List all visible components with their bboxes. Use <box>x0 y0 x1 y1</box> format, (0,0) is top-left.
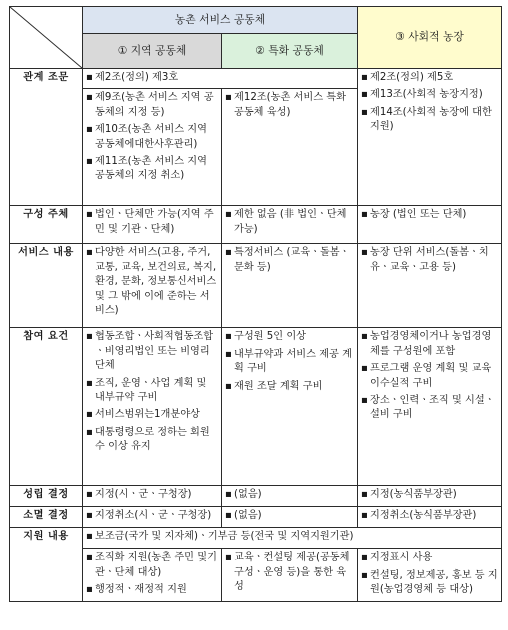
requirement-col1-item: 조직, 운영ㆍ사업 계획 및 내부규약 구비 <box>95 377 207 404</box>
requirement-col3-item: 프로그램 운영 계획 및 교육 이수실적 구비 <box>370 363 492 389</box>
bullet: ▪ <box>86 531 93 543</box>
law-col1-item: 제9조(농촌 서비스 지역 공동체의 지정 등) <box>95 92 214 118</box>
bullet: ▪ <box>361 247 368 259</box>
law-col1-item: 제11조(농촌 서비스 지역 공동체의 지정 취소) <box>95 156 207 182</box>
bullet: ▪ <box>86 510 93 522</box>
bullet: ▪ <box>361 363 368 375</box>
bullet: ▪ <box>361 569 368 581</box>
comparison-table <box>9 6 502 602</box>
requirement-col1-item: 서비스범위는1개분야상 <box>95 409 200 421</box>
bullet: ▪ <box>361 395 368 407</box>
subject-col2-item: 제한 없음 (非 법인ㆍ단체 가능) <box>234 209 347 235</box>
bullet: ▪ <box>86 489 93 501</box>
service-col3-cell <box>358 244 502 328</box>
diagonal-line <box>10 7 82 68</box>
bullet: ▪ <box>86 124 93 136</box>
designation-col1-item: 지정(시ㆍ군ㆍ구청장) <box>95 489 192 501</box>
requirement-col3-item: 장소ㆍ인력ㆍ조직 및 시설ㆍ설비 구비 <box>370 395 495 421</box>
service-col2-item: 특정서비스 (교육ㆍ돌봄ㆍ문화 등) <box>234 247 350 273</box>
requirement-col1-item: 대통령령으로 정하는 회원수 이상 유지 <box>95 426 210 453</box>
subject-col3-cell <box>358 206 502 244</box>
corner-cell <box>10 7 83 69</box>
support-col3-cell <box>358 549 502 601</box>
extinction-col1-item: 지정취소(시ㆍ군ㆍ구청장) <box>95 510 212 522</box>
requirement-col2-item: 재원 조달 계획 구비 <box>234 380 323 392</box>
bullet: ▪ <box>86 377 93 389</box>
subject-col1-item: 법인ㆍ단체만 가능(지역 주민 및 기관ㆍ단체) <box>95 209 214 235</box>
bullet: ▪ <box>225 380 232 392</box>
bullet: ▪ <box>225 489 232 501</box>
extinction-col2-item: (없음) <box>234 510 262 522</box>
subject-col2-cell <box>222 206 358 244</box>
support-col1-item: 조직화 지원(농촌 주민 및기관ㆍ단체 대상) <box>95 552 217 578</box>
row-label-law: 관계 조문 <box>10 69 83 206</box>
subject-col3-item: 농장 (법인 또는 단체) <box>370 209 467 221</box>
bullet: ▪ <box>225 331 232 343</box>
header-social-farm: ③ 사회적 농장 <box>358 7 502 69</box>
designation-col1-cell <box>83 486 222 507</box>
support-col2-item: 교육ㆍ컨설팅 제공(공동체 구성ㆍ운영 등)을 통한 육성 <box>234 552 350 593</box>
row-label-extinction: 소멸 결정 <box>10 507 83 528</box>
requirement-col3-cell <box>358 328 502 486</box>
subject-col1-cell <box>83 206 222 244</box>
law-col3-item: 제14조(사회적 농장에 대한 지원) <box>370 106 492 133</box>
bullet: ▪ <box>361 331 368 343</box>
requirement-col2-cell <box>222 328 358 486</box>
row-label-subject: 구성 주체 <box>10 206 83 244</box>
support-col2-cell <box>222 549 358 601</box>
bullet: ▪ <box>225 348 232 360</box>
support-span-text: 보조금(국가 및 지자체)ㆍ기부금 등(전국 및 지역지원기관) <box>95 531 354 543</box>
service-col3-item: 농장 단위 서비스(돌봄ㆍ치유ㆍ교육ㆍ고용 등) <box>370 247 489 273</box>
law-span-text: 제2조(정의) 제3호 <box>95 72 179 83</box>
bullet: ▪ <box>225 247 232 259</box>
support-col3-item: 컨설팅, 정보제공, 홍보 등 지원(농업경영체 등 대상) <box>370 569 498 596</box>
bullet: ▪ <box>361 89 368 101</box>
bullet: ▪ <box>86 209 93 221</box>
law-col2-cell <box>222 89 358 206</box>
designation-col2-item: (없음) <box>234 489 262 501</box>
support-col1-cell <box>83 549 222 601</box>
requirement-col1-item: 협동조합ㆍ사회적협동조합ㆍ비영리법인 또는 비영리단체 <box>95 331 214 372</box>
law-col3-item: 제13조(사회적 농장지정) <box>370 89 483 101</box>
row-label-service: 서비스 내용 <box>10 244 83 328</box>
bullet: ▪ <box>225 510 232 522</box>
service-col1-item: 다양한 서비스(고용, 주거, 교통, 교육, 보건의료, 복지, 환경, 문화, 정보통신서비스 및 그 밖에 이에 준하는 서비스) <box>95 247 217 317</box>
bullet: ▪ <box>86 552 93 564</box>
bullet: ▪ <box>86 426 93 438</box>
law-col1-cell <box>83 89 222 206</box>
bullet: ▪ <box>86 72 93 83</box>
support-col1-item: 행정적ㆍ재정적 지원 <box>95 584 187 596</box>
extinction-col3-item: 지정취소(농식품부장관) <box>370 510 477 522</box>
requirement-col2-item: 내부규약과 서비스 제공 계획 구비 <box>234 348 352 375</box>
law-col1-item: 제10조(농촌 서비스 지역 공동체에대한사후관리) <box>95 124 207 150</box>
bullet: ▪ <box>361 489 368 501</box>
bullet: ▪ <box>86 584 93 596</box>
bullet: ▪ <box>361 72 368 83</box>
support-col3-item: 지정표시 사용 <box>370 552 433 564</box>
bullet: ▪ <box>225 552 232 564</box>
service-col1-cell <box>83 244 222 328</box>
header-local-community: ① 지역 공동체 <box>83 34 222 69</box>
row-label-requirement: 참여 요건 <box>10 328 83 486</box>
bullet: ▪ <box>86 156 93 168</box>
requirement-col2-item: 구성원 5인 이상 <box>234 331 307 343</box>
requirement-col3-item: 농업경영체이거나 농업경영체를 구성원에 포함 <box>370 331 492 357</box>
law-col3-cell <box>358 69 502 206</box>
bullet: ▪ <box>86 409 93 421</box>
header-specialized-community: ② 특화 공동체 <box>222 34 358 69</box>
support-span-cell <box>83 528 502 549</box>
bullet: ▪ <box>361 552 368 564</box>
bullet: ▪ <box>361 209 368 221</box>
requirement-col1-cell <box>83 328 222 486</box>
law-span-cell <box>83 69 358 89</box>
header-group-rural-service: 농촌 서비스 공동체 <box>83 7 358 34</box>
law-col3-item: 제2조(정의) 제5호 <box>370 72 454 83</box>
designation-col2-cell <box>222 486 358 507</box>
bullet: ▪ <box>225 92 232 104</box>
bullet: ▪ <box>225 209 232 221</box>
designation-col3-item: 지정(농식품부장관) <box>370 489 457 501</box>
service-col2-cell <box>222 244 358 328</box>
law-col2-item: 제12조(농촌 서비스 특화 공동체 육성) <box>234 92 346 118</box>
bullet: ▪ <box>361 510 368 522</box>
row-label-designation: 성립 결정 <box>10 486 83 507</box>
bullet: ▪ <box>86 331 93 343</box>
row-label-support: 지원 내용 <box>10 528 83 601</box>
extinction-col3-cell <box>358 507 502 528</box>
bullet: ▪ <box>361 106 368 118</box>
extinction-col1-cell <box>83 507 222 528</box>
designation-col3-cell <box>358 486 502 507</box>
extinction-col2-cell <box>222 507 358 528</box>
bullet: ▪ <box>86 92 93 104</box>
bullet: ▪ <box>86 247 93 259</box>
